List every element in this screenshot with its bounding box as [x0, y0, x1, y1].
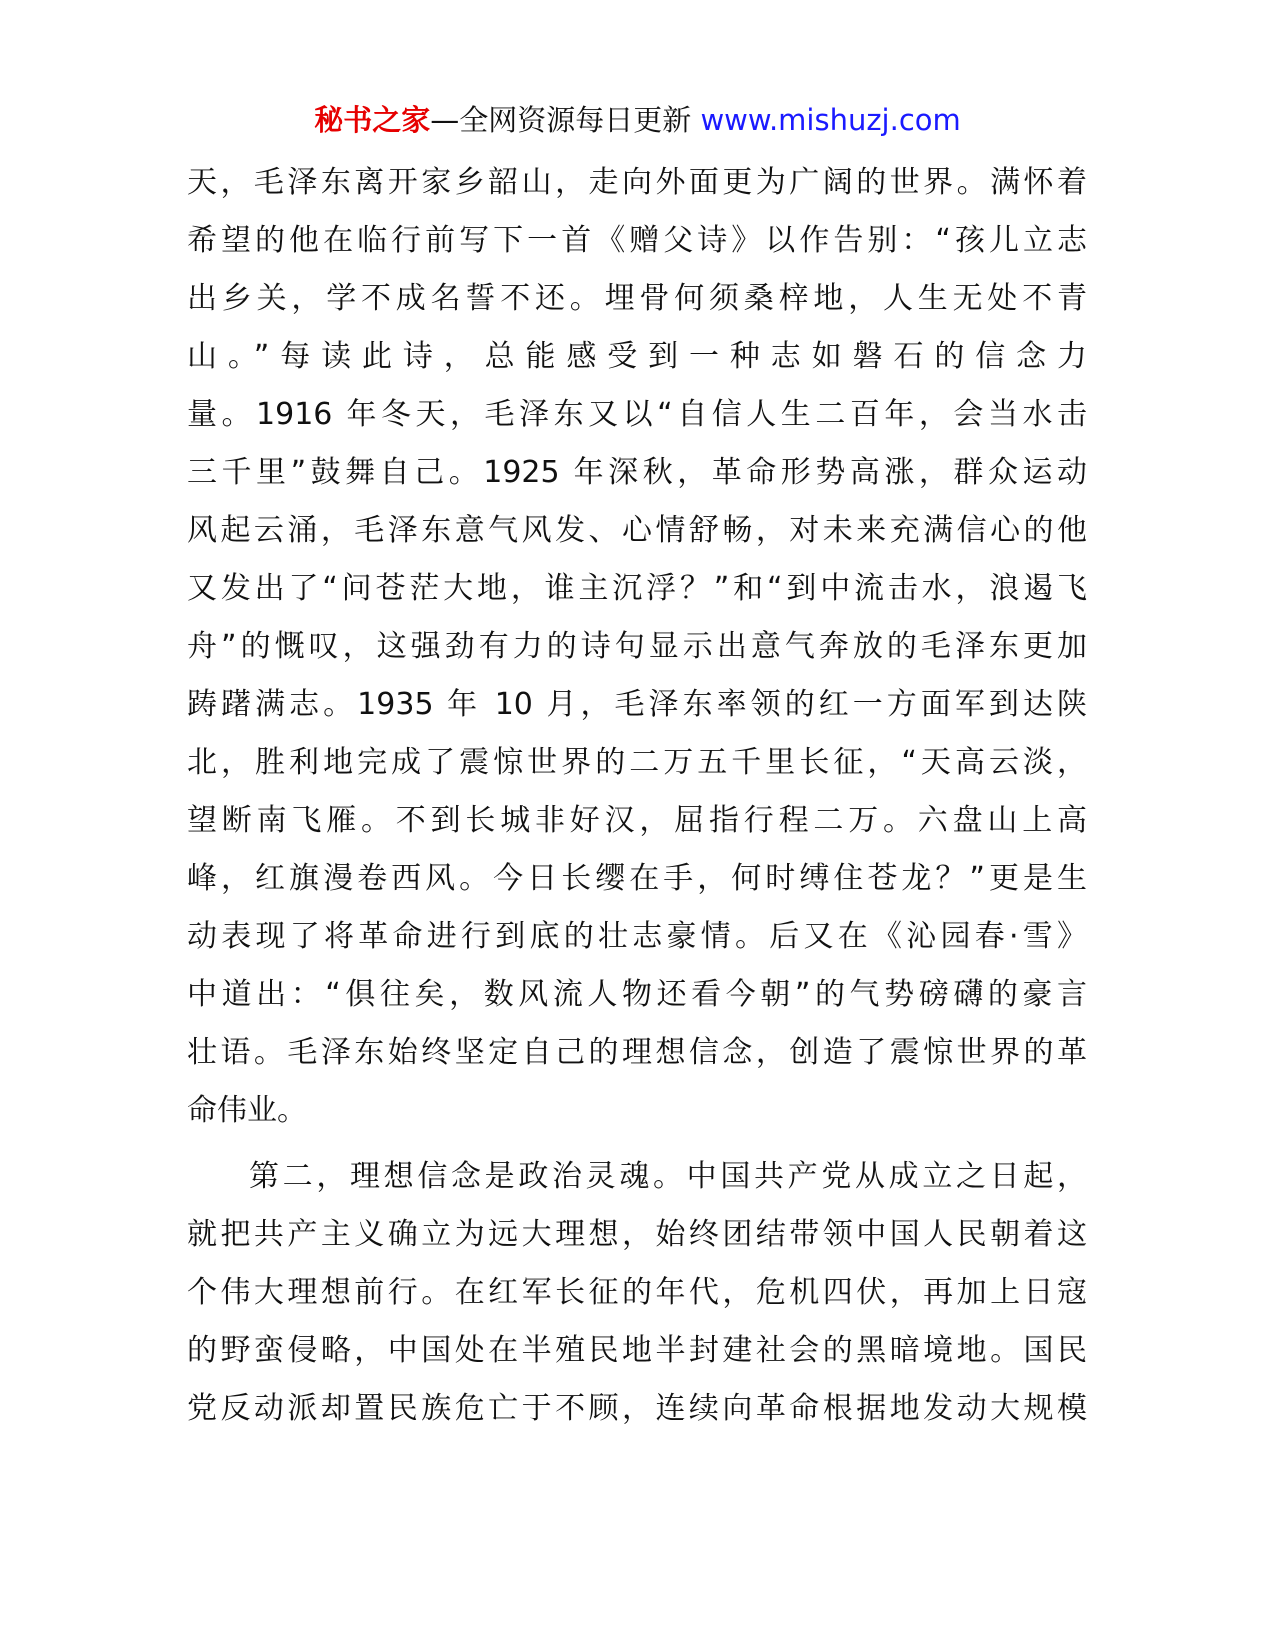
- text-line: 第二，理想信念是政治灵魂。中国共产党从成立之日起，: [249, 1159, 1087, 1194]
- paragraph-1: [187, 154, 1087, 1140]
- site-brand: 秘书之家: [314, 103, 431, 137]
- text-line: 动表现了将革命进行到底的壮志豪情。后又在《沁园春·雪》: [187, 919, 1087, 954]
- text-line: 党反动派却置民族危亡于不顾，连续向革命根据地发动大规模: [187, 1391, 1087, 1426]
- text-line: 希望的他在临行前写下一首《赠父诗》以作告别：“孩儿立志: [187, 223, 1087, 258]
- text-line: 天，毛泽东离开家乡韶山，走向外面更为广阔的世界。满怀着: [187, 165, 1087, 200]
- page-header: [0, 100, 1275, 140]
- text-line: 峰，红旗漫卷西风。今日长缨在手，何时缚住苍龙？”更是生: [187, 861, 1087, 896]
- text-line: 壮语。毛泽东始终坚定自己的理想信念，创造了震惊世界的革: [187, 1035, 1087, 1070]
- site-url-link[interactable]: www.mishuzj.com: [700, 103, 961, 137]
- text-line: 量。1916 年冬天，毛泽东又以“自信人生二百年，会当水击: [187, 397, 1087, 432]
- text-line: 北，胜利地完成了震惊世界的二万五千里长征，“天高云淡，: [187, 745, 1087, 780]
- text-line: 望断南飞雁。不到长城非好汉，屈指行程二万。六盘山上高: [187, 803, 1087, 838]
- text-line: 山。”每读此诗，总能感受到一种志如磐石的信念力: [187, 339, 1087, 374]
- text-line: 出乡关，学不成名誓不还。埋骨何须桑梓地，人生无处不青: [187, 281, 1087, 316]
- text-line: 踌躇满志。1935 年 10 月，毛泽东率领的红一方面军到达陕: [187, 687, 1087, 722]
- text-line: 舟”的慨叹，这强劲有力的诗句显示出意气奔放的毛泽东更加: [187, 629, 1087, 664]
- text-line: 三千里”鼓舞自己。1925 年深秋，革命形势高涨，群众运动: [187, 455, 1087, 490]
- text-line: 个伟大理想前行。在红军长征的年代，危机四伏，再加上日寇: [187, 1275, 1087, 1310]
- text-line: 风起云涌，毛泽东意气风发、心情舒畅，对未来充满信心的他: [187, 513, 1087, 548]
- site-tagline: —全网资源每日更新: [430, 103, 701, 137]
- text-line: 命伟业。: [187, 1093, 307, 1128]
- text-line: 的野蛮侵略，中国处在半殖民地半封建社会的黑暗境地。国民: [187, 1333, 1087, 1368]
- text-line: 又发出了“问苍茫大地，谁主沉浮？”和“到中流击水，浪遏飞: [187, 571, 1087, 606]
- document-body: [187, 154, 1087, 1438]
- paragraph-2: [187, 1148, 1087, 1438]
- paragraph-spacer: [187, 1140, 1087, 1148]
- text-line: 中道出：“俱往矣，数风流人物还看今朝”的气势磅礴的豪言: [187, 977, 1087, 1012]
- text-line: 就把共产主义确立为远大理想，始终团结带领中国人民朝着这: [187, 1217, 1087, 1252]
